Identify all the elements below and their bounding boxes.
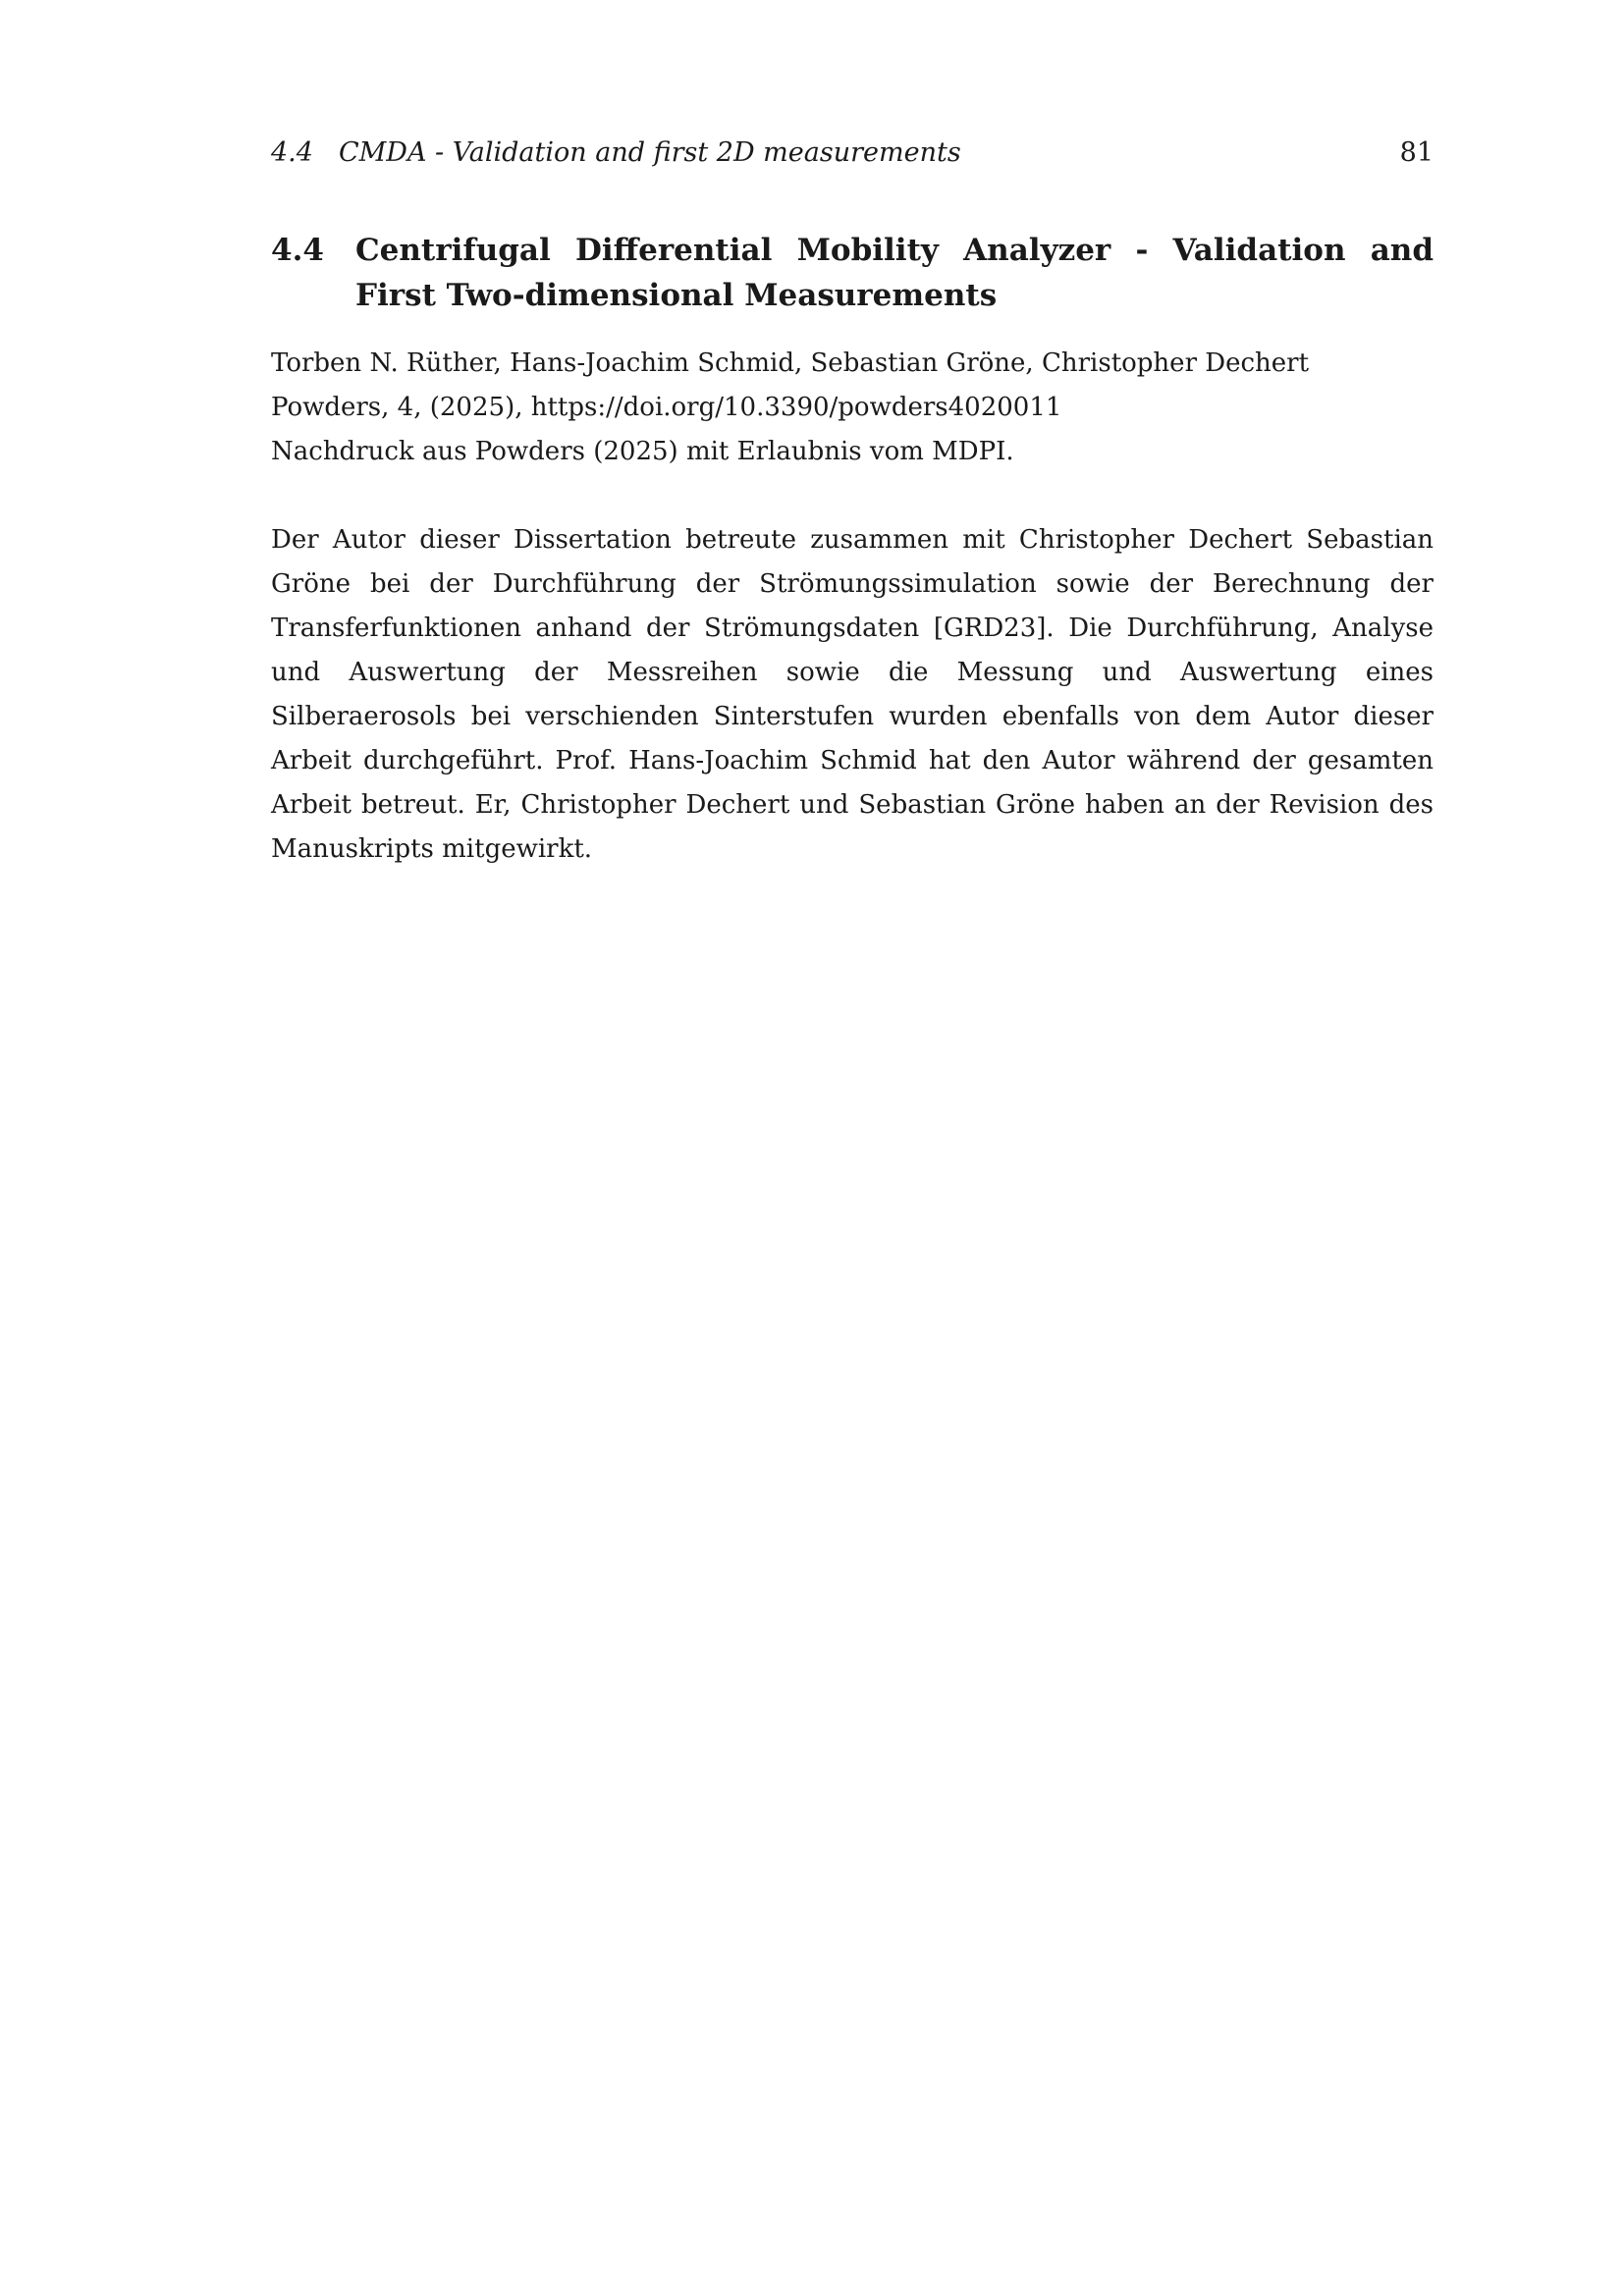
running-header — [271, 137, 1434, 177]
page-number: 81 — [1399, 137, 1434, 168]
citation-authors: Torben N. Rüther, Hans-Joachim Schmid, Sebastian Gröne, Christopher Dechert — [271, 348, 1310, 378]
section-number: 4.4 — [271, 233, 324, 268]
citation-journal-doi: Powders, 4, (2025), https://doi.org/10.3390/powders4020011 — [271, 393, 1062, 422]
citation-block — [271, 342, 1434, 474]
running-header-section-number: 4.4 — [271, 137, 313, 168]
contribution-paragraph: Der Autor dieser Dissertation betreute zusammen mit Christopher Dechert Sebastian Gröne bei der Durchführung der Strömungssimulation sowie der Berechnung der Transferfunktionen anhand der Strömungsdaten [GRD23]. Die Durchführung, Analyse und Auswertung der Messreihen sowie die Messung und Auswertung eines Silberaerosols bei verschienden Sinterstufen wurden ebenfalls von dem Autor dieser Arbeit durchgeführt. Prof. Hans-Joachim Schmid hat den Autor während der gesamten Arbeit betreut. Er, Christopher Dechert und Sebastian Gröne haben an der Revision des Manuskripts mitgewirkt. — [271, 525, 1434, 864]
section-title: Centrifugal Differential Mobility Analyzer - Validation and First Two-dimensional Measurements — [355, 233, 1434, 313]
running-header-section-title: CMDA - Validation and first 2D measurements — [339, 137, 961, 168]
document-page — [271, 0, 1434, 2296]
citation-reprint-note: Nachdruck aus Powders (2025) mit Erlaubnis vom MDPI. — [271, 437, 1014, 466]
